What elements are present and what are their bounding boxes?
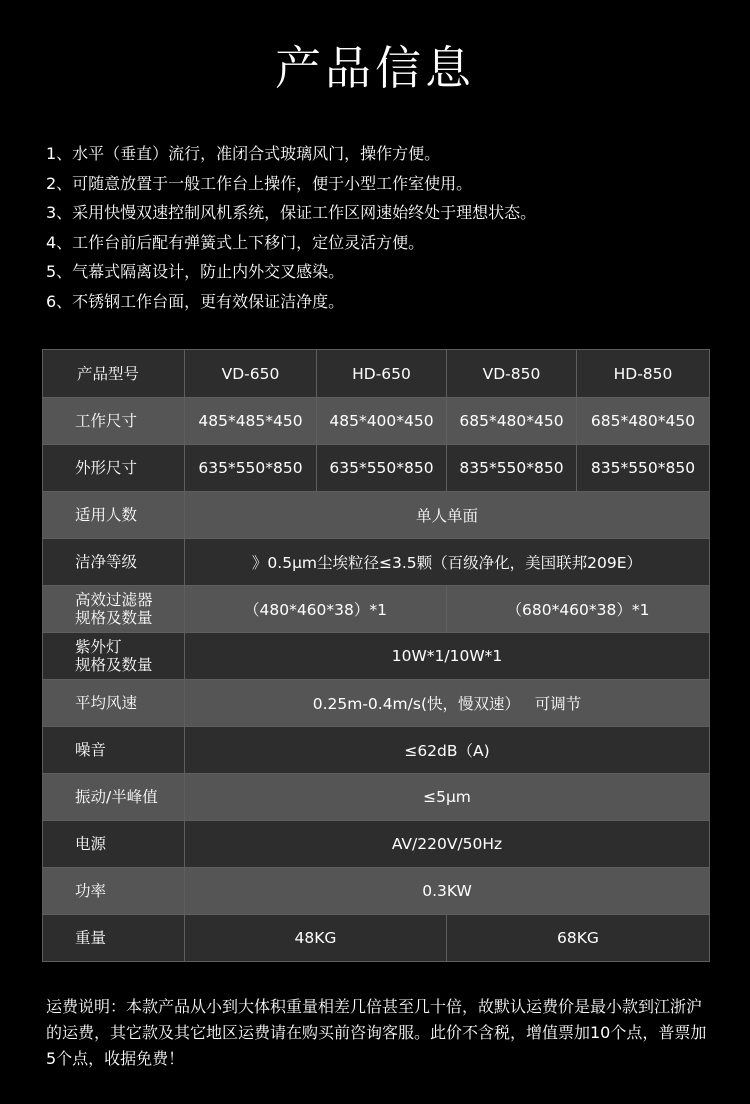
- table-row: [43, 915, 710, 962]
- spec-table: [42, 349, 710, 962]
- table-cell: 48KG: [185, 915, 447, 962]
- table-cell: 635*550*850: [317, 445, 447, 492]
- table-row: [43, 727, 710, 774]
- row-label: 噪音: [43, 727, 185, 774]
- table-row: [43, 868, 710, 915]
- table-row: [43, 586, 710, 633]
- table-cell: （680*460*38）*1: [447, 586, 710, 633]
- model-name: HD-850: [577, 350, 710, 398]
- row-label: 平均风速: [43, 680, 185, 727]
- table-cell: 》0.5μm尘埃粒径≤3.5颗（百级净化，美国联邦209E）: [185, 539, 710, 586]
- feature-item: 3、采用快慢双速控制风机系统，保证工作区网速始终处于理想状态。: [46, 203, 537, 222]
- table-row: [43, 680, 710, 727]
- row-label: [43, 633, 185, 680]
- table-row: [43, 398, 710, 445]
- table-cell: 0.3KW: [185, 868, 710, 915]
- model-name: VD-650: [185, 350, 317, 398]
- feature-item: 2、可随意放置于一般工作台上操作，便于小型工作室使用。: [46, 173, 473, 193]
- table-cell: （480*460*38）*1: [185, 586, 447, 633]
- table-row: [43, 821, 710, 868]
- table-cell: 485*400*450: [317, 398, 447, 445]
- table-cell: 单人单面: [185, 492, 710, 539]
- table-cell: AV/220V/50Hz: [185, 821, 710, 868]
- table-cell: 485*485*450: [185, 398, 317, 445]
- table-row: [43, 539, 710, 586]
- table-row: [43, 774, 710, 821]
- table-row: [43, 633, 710, 680]
- row-label: 重量: [43, 915, 185, 962]
- row-label: 功率: [43, 868, 185, 915]
- table-cell: ≤5μm: [185, 774, 710, 821]
- table-cell: ≤62dB（A): [185, 727, 710, 774]
- row-label: 适用人数: [43, 492, 185, 539]
- table-cell: 685*480*450: [447, 398, 577, 445]
- table-row: [43, 445, 710, 492]
- table-cell: 10W*1/10W*1: [185, 633, 710, 680]
- feature-item: 5、气幕式隔离设计，防止内外交叉感染。: [46, 262, 345, 281]
- row-label: 工作尺寸: [43, 398, 185, 445]
- row-label: 振动/半峰值: [43, 774, 185, 821]
- table-cell: 0.25m-0.4m/s(快，慢双速） 可调节: [185, 680, 710, 727]
- row-label-line: 紫外灯: [75, 638, 122, 656]
- shipping-note: 运费说明：本款产品从小到大体积重量相差几倍甚至几十倍，故默认运费价是最小款到江浙沪的运费，其它款及其它地区运费请在购买前咨询客服。此价不含税，增值票加10个点，普票加5个点，收据免费！: [46, 997, 707, 1068]
- table-cell: 685*480*450: [577, 398, 710, 445]
- row-label: 洁净等级: [43, 539, 185, 586]
- row-label-line: 高效过滤器: [75, 591, 153, 609]
- feature-item: 4、工作台前后配有弹簧式上下移门，定位灵活方便。: [46, 232, 425, 252]
- table-row: [43, 492, 710, 539]
- table-cell: 635*550*850: [185, 445, 317, 492]
- table-cell: 68KG: [447, 915, 710, 962]
- row-label: 产品型号: [43, 350, 185, 398]
- row-label: [43, 586, 185, 633]
- page-title: 产品信息: [275, 41, 475, 95]
- table-cell: 835*550*850: [447, 445, 577, 492]
- model-name: HD-650: [317, 350, 447, 398]
- row-label: 电源: [43, 821, 185, 868]
- table-cell: 835*550*850: [577, 445, 710, 492]
- row-label: 外形尺寸: [43, 445, 185, 492]
- feature-item: 6、不锈钢工作台面，更有效保证洁净度。: [46, 291, 345, 311]
- feature-item: 1、水平（垂直）流行，准闭合式玻璃风门，操作方便。: [46, 144, 441, 163]
- model-name: VD-850: [447, 350, 577, 398]
- row-label-line: 规格及数量: [75, 609, 153, 627]
- feature-list: [46, 139, 726, 316]
- row-label-line: 规格及数量: [75, 656, 153, 674]
- table-header-row: [43, 350, 710, 398]
